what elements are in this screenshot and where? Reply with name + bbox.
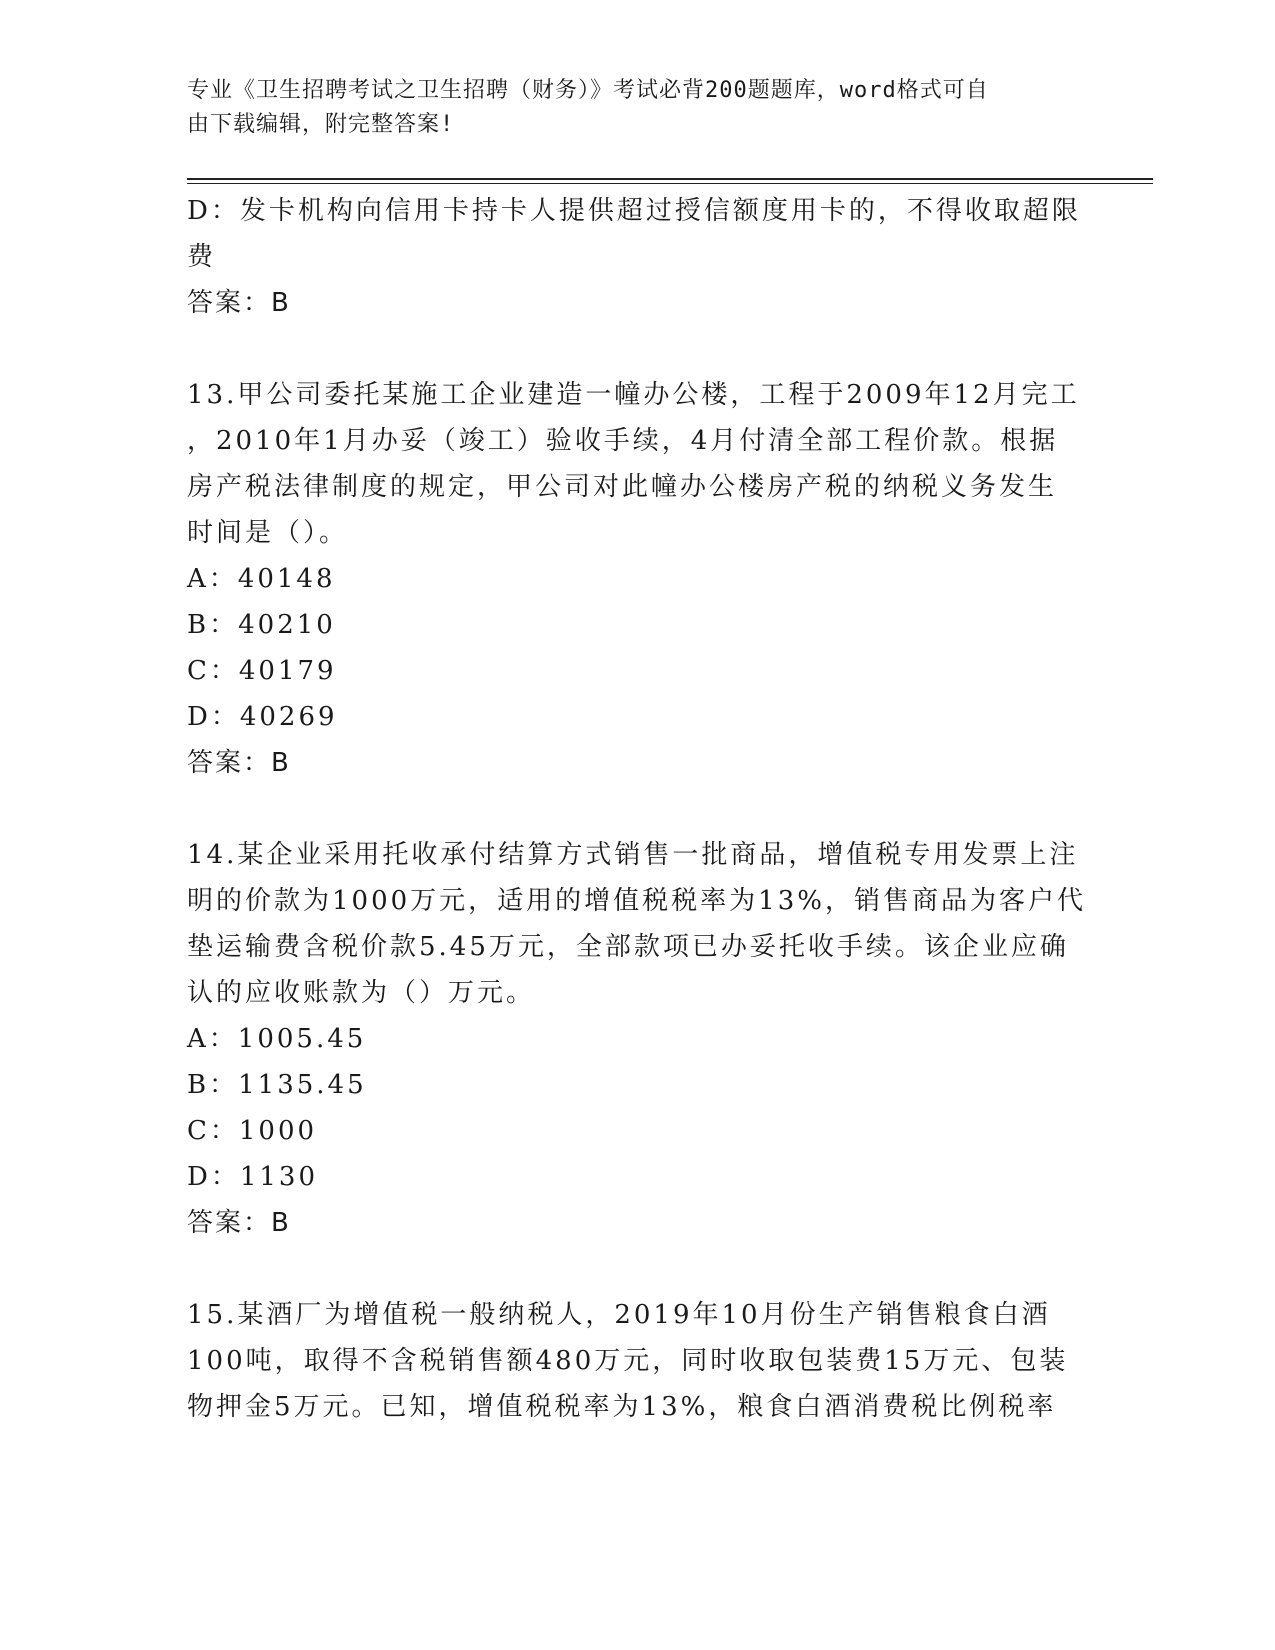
header-line-1: 专业《卫生招聘考试之卫生招聘（财务）》考试必背200题题库，word格式可自 [187, 78, 989, 103]
question-text-line: 物押金5万元。已知，增值税税率为13%，粮食白酒消费税比例税率 [187, 1392, 1057, 1422]
header-divider-thin [187, 183, 1153, 184]
spacer [187, 1246, 1087, 1292]
document-header [187, 74, 1067, 142]
option-d-continuation: 费 [187, 242, 217, 272]
header-line-2: 由下载编辑，附完整答案! [187, 112, 455, 137]
option-d: D：40269 [187, 702, 338, 732]
option-d: D：1130 [187, 1162, 319, 1192]
option-b: B：40210 [187, 610, 336, 640]
question-text-line: 13.甲公司委托某施工企业建造一幢办公楼，工程于2009年12月完工 [187, 380, 1080, 410]
question-text-line: ，2010年1月办妥（竣工）验收手续，4月付清全部工程价款。根据 [187, 426, 1059, 456]
question-text-line: 认的应收账款为（）万元。 [187, 978, 536, 1008]
question-text-line: 100吨，取得不含税销售额480万元，同时收取包装费15万元、包装 [187, 1346, 1069, 1376]
question-12-tail [187, 188, 1087, 326]
question-text-line: 明的价款为1000万元，适用的增值税税率为13%，销售商品为客户代 [187, 886, 1086, 916]
option-a: A：40148 [187, 564, 336, 594]
answer: 答案：B [187, 1208, 291, 1238]
option-a: A：1005.45 [187, 1024, 367, 1054]
question-content [187, 188, 1087, 1430]
option-b: B：1135.45 [187, 1070, 367, 1100]
answer: 答案：B [187, 288, 291, 318]
option-c: C：1000 [187, 1116, 318, 1146]
question-text-line: 时间是（）。 [187, 518, 349, 548]
spacer [187, 786, 1087, 832]
question-14 [187, 832, 1087, 1246]
question-text-line: 15.某酒厂为增值税一般纳税人，2019年10月份生产销售粮食白酒 [187, 1300, 1051, 1330]
header-divider-thick [187, 178, 1153, 180]
question-text-line: 房产税法律制度的规定，甲公司对此幢办公楼房产税的纳税义务发生 [187, 472, 1058, 502]
option-c: C：40179 [187, 656, 337, 686]
answer: 答案：B [187, 748, 291, 778]
question-15 [187, 1292, 1087, 1430]
question-13 [187, 372, 1087, 786]
spacer [187, 326, 1087, 372]
option-d: D：发卡机构向信用卡持卡人提供超过授信额度用卡的，不得收取超限 [187, 196, 1081, 226]
question-text-line: 14.某企业采用托收承付结算方式销售一批商品，增值税专用发票上注 [187, 840, 1079, 870]
question-text-line: 垫运输费含税价款5.45万元，全部款项已办妥托收手续。该企业应确 [187, 932, 1069, 962]
